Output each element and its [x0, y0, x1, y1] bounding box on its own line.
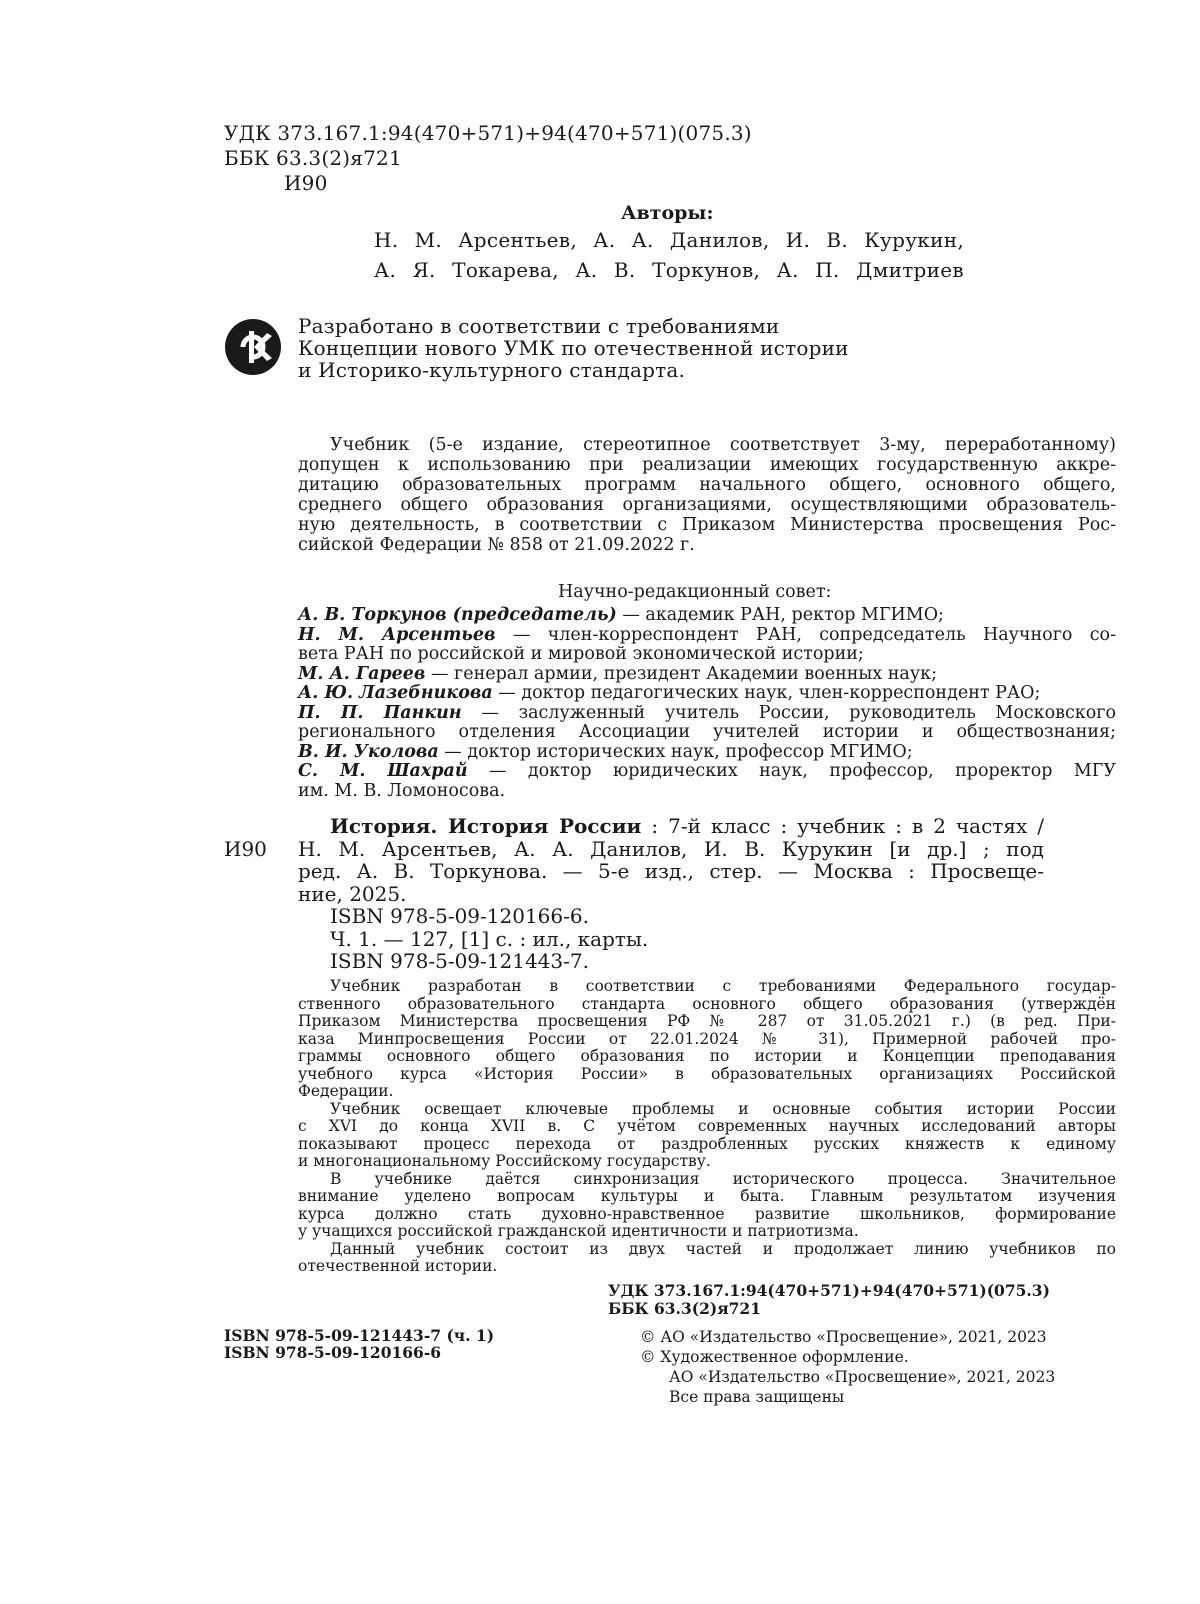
abstract-line: курса должно стать духовно-нравственное развитие школьников, формирование [298, 1204, 1116, 1223]
book-title: История. История России [330, 814, 642, 838]
abstract-line: с XVI до конца XVII в. С учётом современных научных исследований авторы [298, 1117, 1116, 1135]
udk-code: УДК 373.167.1:94(470+571)+94(470+571)(075.3) [224, 121, 752, 145]
authors-line: А. Я. Токарева, А. В. Торкунов, А. П. Дмитриев [374, 258, 964, 282]
abstract-line: Данный учебник состоит из двух частей и продолжает линию учебников по [330, 1239, 1116, 1258]
member-name: А. Ю. Лазебникова [298, 683, 493, 703]
copyright-line: © АО «Издательство «Просвещение», 2021, 2023 [640, 1328, 1047, 1346]
abstract-line: Учебник освещает ключевые проблемы и основные события истории России [330, 1099, 1116, 1118]
member-name: А. В. Торкунов (председатель) [298, 605, 617, 625]
bib-isbn: ISBN 978-5-09-120166-6. [330, 904, 589, 928]
classification-header [224, 121, 752, 196]
council-member-cont: им. М. В. Ломоносова. [298, 780, 506, 801]
authors-line: Н. М. Арсентьев, А. А. Данилов, И. В. Курукин, [374, 228, 964, 252]
member-name: С. М. Шахрай [298, 761, 468, 781]
council-member [298, 606, 1116, 626]
copyright-block [640, 1327, 1055, 1407]
member-role: — доктор исторических наук, профессор МГИМО; [438, 741, 913, 762]
bib-part: Ч. 1. — 127, [1] с. : ил., карты. [330, 926, 649, 951]
authors-heading: Авторы: [621, 202, 714, 224]
council-member [298, 684, 1116, 704]
approval-notice [298, 435, 1116, 555]
ik-concept-logo-icon [223, 317, 283, 377]
bibliographic-record [298, 815, 1044, 973]
approval-line: сийской Федерации № 858 от 21.09.2022 г. [298, 535, 695, 555]
bib-line [298, 815, 1044, 838]
isbn-all: ISBN 978-5-09-120166-6 [224, 1343, 442, 1362]
council-member [298, 762, 1116, 782]
footer-udk: УДК 373.167.1:94(470+571)+94(470+571)(075.3) [608, 1281, 1050, 1300]
approval-line: ную деятельность, в соответствии с Приказом Министерства просвещения Рос- [298, 515, 1116, 535]
member-name: В. И. Уколова [298, 741, 439, 762]
council-list [298, 606, 1116, 801]
abstract-line: показывают процесс перехода от раздробленных русских княжеств к единому [298, 1134, 1116, 1153]
author-mark: И90 [284, 171, 328, 195]
abstract-line: внимание уделено вопросам культуры и быта. Главным результатом изучения [298, 1187, 1116, 1205]
abstract-line: отечественной истории. [298, 1257, 498, 1275]
member-role: — заслуженный учитель России, руководитель Московского [461, 702, 1116, 723]
abstract [298, 978, 1116, 1276]
copyright-line: © Художественное оформление. [640, 1348, 909, 1366]
concept-note [298, 315, 849, 381]
bib-line: Н. М. Арсентьев, А. А. Данилов, И. В. Курукин [и др.] ; под [298, 836, 1044, 861]
abstract-line: у учащихся российской гражданской идентичности и патриотизма. [298, 1222, 859, 1240]
abstract-line: Учебник разработан в соответствии с требованиями Федерального государ- [330, 977, 1116, 995]
isbn-part: ISBN 978-5-09-121443-7 (ч. 1) [224, 1326, 495, 1345]
council-member [298, 626, 1116, 646]
bib-author-mark: И90 [224, 837, 267, 861]
council-member [298, 665, 1116, 685]
member-role: — член-корреспондент РАН, сопредседатель Научного со- [495, 624, 1116, 645]
member-role: — академик РАН, ректор МГИМО; [616, 605, 944, 625]
abstract-line: Федерации. [298, 1082, 394, 1100]
member-name: Н. М. Арсентьев [298, 624, 496, 645]
approval-line: дитацию образовательных программ начального общего, основного общего, [298, 475, 1116, 495]
rights-reserved: Все права защищены [669, 1388, 845, 1406]
council-member-cont: вета РАН по российской и мировой экономической истории; [298, 644, 864, 664]
abstract-line: и многонациональному Российскому государству. [298, 1152, 711, 1170]
concept-line: Разработано в соответствии с требованиями [298, 314, 780, 338]
abstract-line: учебного курса «История России» в образовательных организациях Российской [298, 1064, 1116, 1083]
footer-isbn-block [224, 1327, 494, 1361]
concept-line: и Историко-культурного стандарта. [298, 358, 686, 382]
bib-line: ред. А. В. Торкунова. — 5-е изд., стер. — Москва : Просвеще- [298, 859, 1044, 883]
copyright-line: АО «Издательство «Просвещение», 2021, 2023 [669, 1368, 1056, 1386]
council-member [298, 743, 1116, 763]
authors-list [374, 225, 964, 285]
member-name: П. П. Панкин [298, 702, 462, 723]
concept-line: Концепции нового УМК по отечественной истории [298, 336, 849, 360]
book-title-rest: : 7-й класс : учебник : в 2 частях / [641, 814, 1045, 838]
member-role: — генерал армии, президент Академии военных наук; [425, 663, 937, 684]
abstract-line: ственного образовательного стандарта основного общего образования (утверждён [298, 994, 1116, 1013]
bib-isbn: ISBN 978-5-09-121443-7. [330, 949, 589, 973]
member-role: — доктор педагогических наук, член-корреспондент РАО; [492, 683, 1041, 703]
member-name: М. А. Гареев [298, 663, 426, 684]
council-member-cont: регионального отделения Ассоциации учителей истории и обществознания; [298, 722, 1116, 742]
abstract-line: каза Минпросвещения России от 22.01.2024 № 31), Примерной рабочей про- [298, 1029, 1116, 1048]
council-heading: Научно-редакционный совет: [558, 582, 832, 602]
abstract-line: граммы основного общего образования по истории и Концепции преподавания [298, 1047, 1116, 1065]
abstract-line: Приказом Министерства просвещения РФ № 287 от 31.05.2021 г.) (в ред. При- [298, 1012, 1116, 1030]
footer-classification [608, 1282, 1050, 1318]
approval-line: допущен к использованию при реализации имеющих государственную аккре- [298, 455, 1116, 475]
council-member [298, 704, 1116, 724]
approval-line: среднего общего образования организациями, осуществляющими образователь- [298, 495, 1116, 515]
member-role: — доктор юридических наук, профессор, проректор МГУ [467, 761, 1117, 781]
abstract-line: В учебнике даётся синхронизация исторического процесса. Значительное [330, 1169, 1116, 1188]
approval-line: Учебник (5-е издание, стереотипное соответствует 3-му, переработанному) [330, 435, 1116, 455]
footer-bbk: ББК 63.3(2)я721 [608, 1299, 761, 1318]
bbk-code: ББК 63.3(2)я721 [224, 146, 402, 170]
bib-line: ние, 2025. [298, 881, 407, 906]
